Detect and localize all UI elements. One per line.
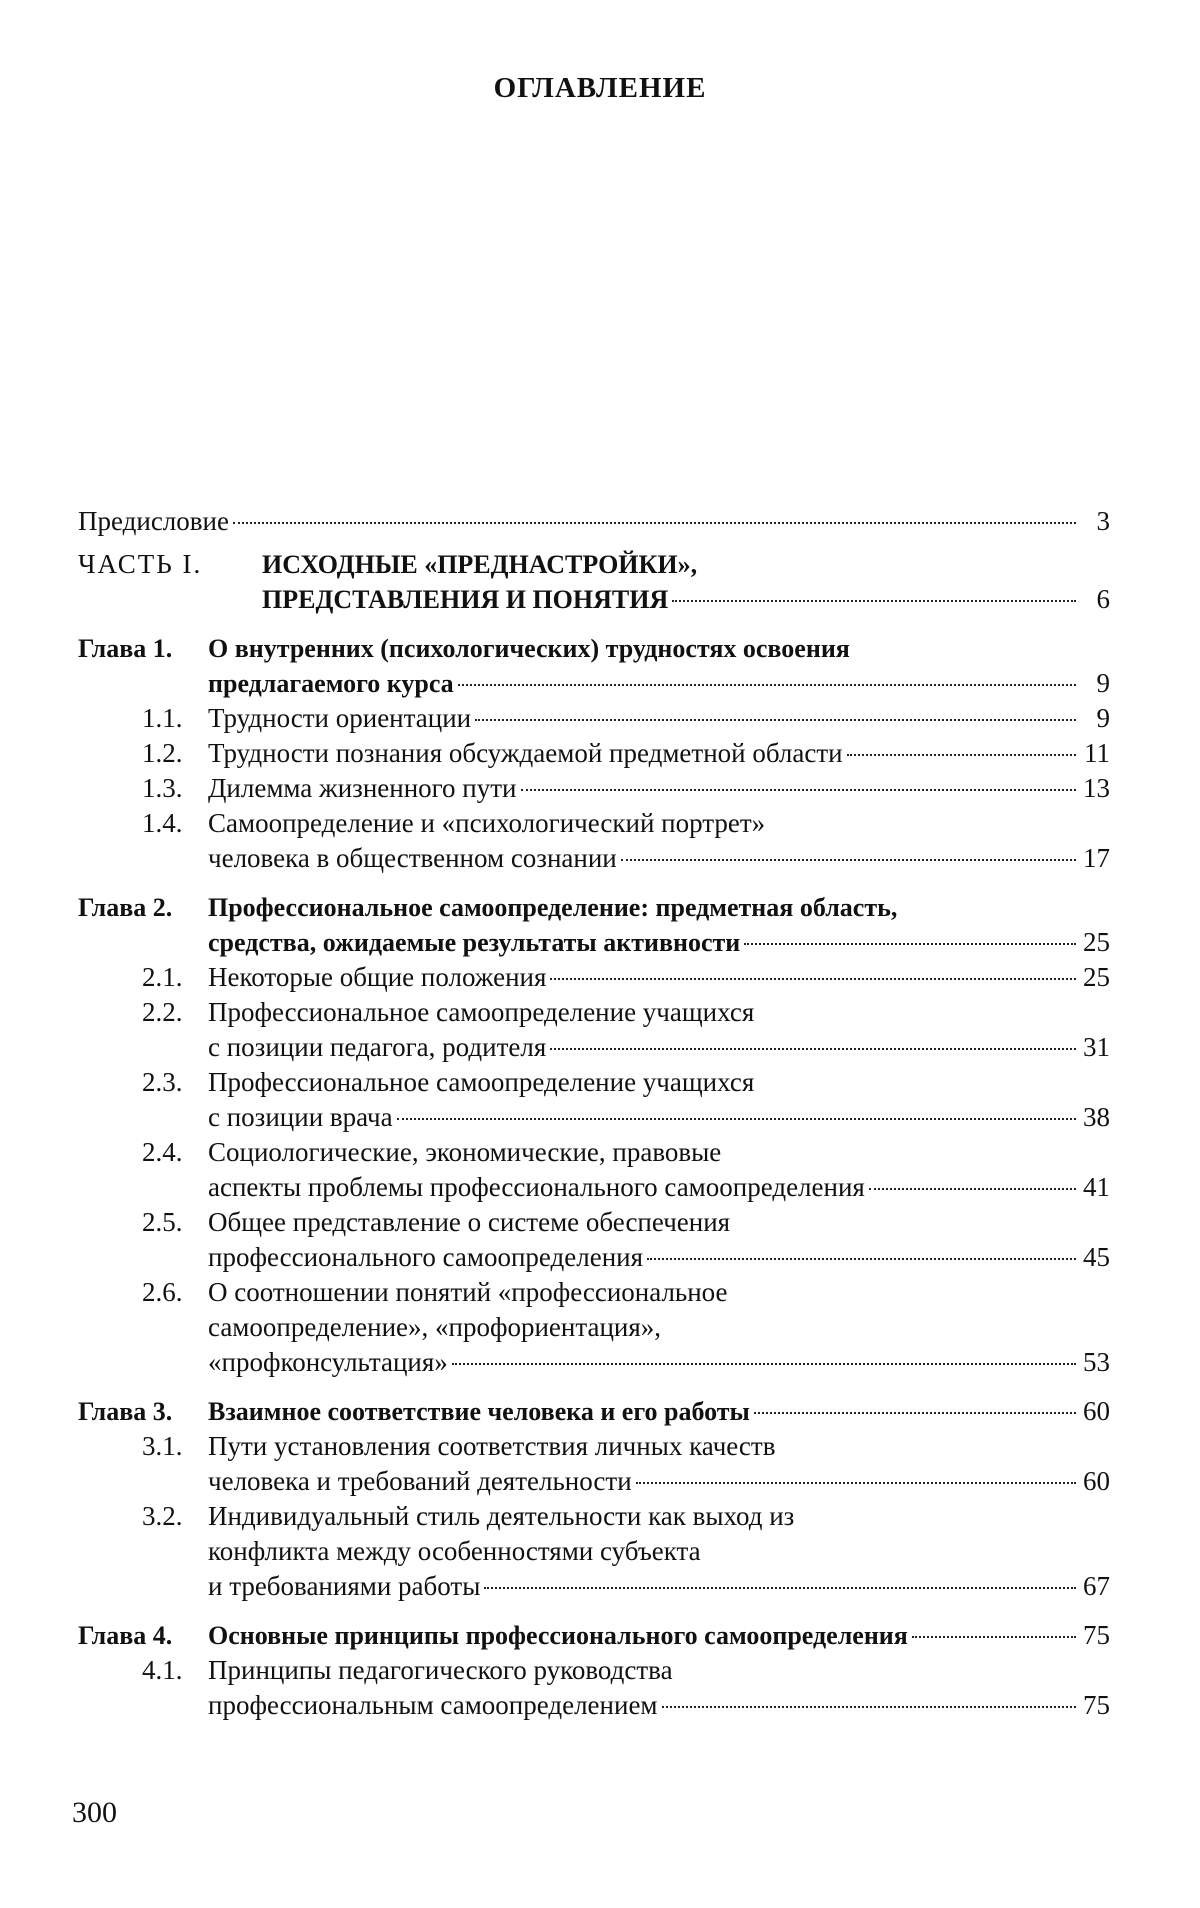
toc-page-number: 45	[1080, 1240, 1110, 1275]
section-number: 2.2.	[142, 995, 183, 1030]
toc-entry-title: Профессиональное самоопределение учащихся	[208, 995, 1110, 1030]
toc-page-number: 60	[1080, 1464, 1110, 1499]
toc-entry-title: Основные принципы профессионального самоопределения	[208, 1618, 908, 1653]
toc-page-number: 31	[1080, 1030, 1110, 1065]
toc-entry-title: Трудности познания обсуждаемой предметной области	[208, 736, 843, 771]
toc-page-number: 9	[1080, 701, 1110, 736]
dot-leader	[621, 859, 1076, 861]
toc-entry-title: Предисловие	[78, 504, 229, 539]
toc-entry-title: Общее представление о системе обеспечения	[208, 1205, 1110, 1240]
toc-entry-section-2-3[interactable]	[78, 1065, 1110, 1135]
toc-entry-title: Социологические, экономические, правовые	[208, 1135, 1110, 1170]
toc-entry-title: Трудности ориентации	[208, 701, 471, 736]
section-number: 2.1.	[142, 960, 183, 995]
toc-entry-title: О внутренних (психологических) трудностях освоения	[208, 631, 1110, 666]
section-number: 1.4.	[142, 806, 183, 841]
section-number: 2.5.	[142, 1205, 183, 1240]
dot-leader	[847, 754, 1076, 756]
chapter-number: Глава 2.	[78, 890, 172, 925]
section-number: 2.3.	[142, 1065, 183, 1100]
toc-entry-title: Принципы педагогического руководства	[208, 1653, 1110, 1688]
toc-entry-title: О соотношении понятий «профессиональное	[208, 1275, 1110, 1310]
section-number: 2.4.	[142, 1135, 183, 1170]
dot-leader	[484, 1587, 1076, 1589]
toc-entry-section-1-4[interactable]	[78, 806, 1110, 876]
toc-entry-section-2-4[interactable]	[78, 1135, 1110, 1205]
toc-page-number: 75	[1080, 1688, 1110, 1723]
chapter-number: Глава 3.	[78, 1394, 172, 1429]
dot-leader	[636, 1482, 1076, 1484]
toc-entry-title: Дилемма жизненного пути	[208, 771, 517, 806]
toc-entry-section-4-1[interactable]	[78, 1653, 1110, 1723]
toc-entry-section-1-1[interactable]	[78, 701, 1110, 736]
toc-entry-title: и требованиями работы	[208, 1569, 480, 1604]
toc-entry-chapter-1[interactable]	[78, 631, 1110, 701]
dot-leader	[550, 978, 1076, 980]
toc-page-number: 25	[1080, 960, 1110, 995]
toc-page-number: 3	[1080, 504, 1110, 539]
section-number: 3.2.	[142, 1499, 183, 1534]
dot-leader	[458, 684, 1076, 686]
toc-page-number: 41	[1080, 1170, 1110, 1205]
dot-leader	[754, 1412, 1076, 1414]
toc-entry-title: «профконсультация»	[208, 1345, 448, 1380]
toc-page-number: 6	[1080, 582, 1110, 617]
toc-entry-section-2-1[interactable]	[78, 960, 1110, 995]
dot-leader	[550, 1048, 1076, 1050]
section-number: 4.1.	[142, 1653, 183, 1688]
toc-entry-title: конфликта между особенностями субъекта	[208, 1534, 1110, 1569]
page-number: 300	[72, 1796, 117, 1830]
section-number: 1.3.	[142, 771, 183, 806]
toc-entry-section-3-1[interactable]	[78, 1429, 1110, 1499]
toc-entry-title: предлагаемого курса	[208, 666, 454, 701]
toc-page-number: 17	[1080, 841, 1110, 876]
dot-leader	[521, 789, 1077, 791]
dot-leader	[397, 1118, 1076, 1120]
toc-entry-section-2-6[interactable]	[78, 1275, 1110, 1380]
toc-entry-title: профессионального самоопределения	[208, 1240, 643, 1275]
dot-leader	[233, 522, 1076, 524]
toc-entry-title: с позиции врача	[208, 1100, 393, 1135]
page-title: ОГЛАВЛЕНИЕ	[0, 72, 1200, 105]
toc-page-number: 60	[1080, 1394, 1110, 1429]
toc-entry-title: человека в общественном сознании	[208, 841, 617, 876]
toc-entry-chapter-4[interactable]	[78, 1618, 1110, 1653]
toc-entry-section-1-2[interactable]	[78, 736, 1110, 771]
toc-entry-section-3-2[interactable]	[78, 1499, 1110, 1604]
dot-leader	[744, 943, 1076, 945]
dot-leader	[475, 719, 1076, 721]
toc-entry-title: ПРЕДСТАВЛЕНИЯ И ПОНЯТИЯ	[262, 582, 668, 617]
dot-leader	[452, 1363, 1076, 1365]
dot-leader	[912, 1636, 1076, 1638]
toc-entry-title: профессиональным самоопределением	[208, 1688, 658, 1723]
toc-entry-title: Индивидуальный стиль деятельности как выход из	[208, 1499, 1110, 1534]
chapter-number: Глава 4.	[78, 1618, 172, 1653]
chapter-number: Глава 1.	[78, 631, 172, 666]
toc-entry-preface[interactable]	[78, 504, 1110, 539]
toc-entry-title: самоопределение», «профориентация»,	[208, 1310, 1110, 1345]
toc-entry-chapter-2[interactable]	[78, 890, 1110, 960]
part-label: ЧАСТЬ I.	[78, 547, 202, 582]
toc-page-number: 25	[1080, 925, 1110, 960]
toc-page-number: 75	[1080, 1618, 1110, 1653]
toc-entry-section-2-2[interactable]	[78, 995, 1110, 1065]
toc-entry-title: Пути установления соответствия личных качеств	[208, 1429, 1110, 1464]
toc-entry-title: Профессиональное самоопределение: предметная область,	[208, 890, 1110, 925]
toc-entry-title: с позиции педагога, родителя	[208, 1030, 546, 1065]
toc-entry-title: Некоторые общие положения	[208, 960, 546, 995]
dot-leader	[672, 600, 1076, 602]
toc-page-number: 67	[1080, 1569, 1110, 1604]
dot-leader	[662, 1706, 1076, 1708]
toc-entry-title: Профессиональное самоопределение учащихся	[208, 1065, 1110, 1100]
table-of-contents	[78, 504, 1110, 1723]
toc-entry-title: аспекты проблемы профессионального самоопределения	[208, 1170, 865, 1205]
section-number: 2.6.	[142, 1275, 183, 1310]
toc-entry-title: средства, ожидаемые результаты активности	[208, 925, 740, 960]
dot-leader	[647, 1258, 1076, 1260]
section-number: 1.2.	[142, 736, 183, 771]
section-number: 3.1.	[142, 1429, 183, 1464]
toc-entry-section-1-3[interactable]	[78, 771, 1110, 806]
toc-entry-title: Взаимное соответствие человека и его работы	[208, 1394, 750, 1429]
section-number: 1.1.	[142, 701, 183, 736]
toc-entry-part-1[interactable]	[78, 547, 1110, 617]
toc-entry-title: ИСХОДНЫЕ «ПРЕДНАСТРОЙКИ»,	[262, 547, 1110, 582]
dot-leader	[869, 1188, 1076, 1190]
toc-entry-section-2-5[interactable]	[78, 1205, 1110, 1275]
toc-entry-title: Самоопределение и «психологический портрет»	[208, 806, 1110, 841]
toc-page-number: 9	[1080, 666, 1110, 701]
toc-entry-title: человека и требований деятельности	[208, 1464, 632, 1499]
toc-page-number: 53	[1080, 1345, 1110, 1380]
toc-page-number: 13	[1080, 771, 1110, 806]
toc-entry-chapter-3[interactable]	[78, 1394, 1110, 1429]
toc-page-number: 38	[1080, 1100, 1110, 1135]
toc-page-number: 11	[1080, 736, 1110, 771]
